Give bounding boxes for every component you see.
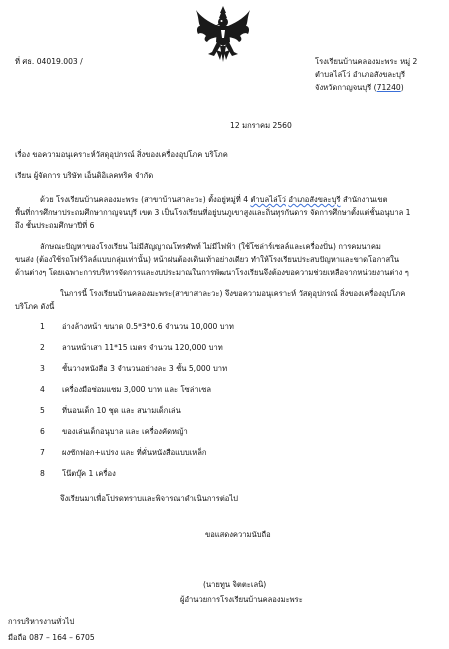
- sender-line-3: จังหวัดกาญจนบุรี (71240): [315, 83, 404, 92]
- list-item: เครื่องมือซ่อมแซม 3,000 บาท และ โซล่าเซล: [62, 385, 212, 394]
- postcode: 71240: [376, 83, 401, 92]
- para1-line2: พื้นที่การศึกษาประถมศึกษากาญจนบุรี เขต 3 เป็นโรงเรียนที่อยู่บนภูเขาสูงและถิ่นทุรกันดาร จัดการศึกษาตั้งแต่ชั้นอนุบาล 1: [15, 208, 411, 217]
- subdistrict-name: ตำบลไล่โว่: [250, 195, 286, 204]
- para3-line1: ในการนี้ โรงเรียนบ้านคลองมะพระ(สาขาสาละวะ) จึงขอความอนุเคราะห์ วัสดุอุปกรณ์ สิ่งของเครื่องอุปโภค: [60, 289, 406, 298]
- list-item-number: 2: [40, 343, 45, 352]
- list-item-number: 4: [40, 385, 45, 394]
- footer-phone: มือถือ 087 – 164 – 6705: [8, 633, 95, 642]
- list-item-number: 6: [40, 427, 45, 436]
- list-item: ผงซักฟอก+แปรง และ ที่คั่นหนังสือแบบเหล็ก: [62, 448, 207, 457]
- signer-title: ผู้อำนวยการโรงเรียนบ้านคลองมะพระ: [180, 595, 303, 604]
- garuda-emblem-icon: [194, 4, 252, 64]
- document-date: 12 มกราคม 2560: [230, 121, 292, 130]
- list-item: ลานหน้าเสา 11*15 เมตร จำนวน 120,000 บาท: [62, 343, 223, 352]
- district-name: อำเภอสังขละบุรี: [288, 195, 341, 204]
- recipient-line: เรียน ผู้จัดการ บริษัท เอ็นดิอิเลคทริค จำกัด: [15, 171, 154, 180]
- list-item: ที่นอนเด็ก 10 ชุด และ สนามเด็กเล่น: [62, 406, 181, 415]
- subject-line: เรื่อง ขอความอนุเคราะห์วัสดุอุปกรณ์ สิ่งของเครื่องอุปโภค บริโภค: [15, 150, 228, 159]
- list-item: ของเล่นเด็กอนุบาล และ เครื่องคัดหญ้า: [62, 427, 188, 436]
- regards-line: ขอแสดงความนับถือ: [205, 530, 271, 539]
- list-item: อ่างล้างหน้า ขนาด 0.5*3*0.6 จำนวน 10,000 บาท: [62, 322, 234, 331]
- sender-line-2: ตำบลไล่โว่ อำเภอสังขละบุรี: [315, 70, 406, 79]
- document-number: ที่ ศธ. 04019.003 /: [15, 57, 83, 66]
- list-item: โน๊ตบุ๊ค 1 เครื่อง: [62, 469, 116, 478]
- list-item-number: 3: [40, 364, 45, 373]
- list-item-number: 1: [40, 322, 45, 331]
- list-item-number: 5: [40, 406, 45, 415]
- list-item-number: 7: [40, 448, 45, 457]
- list-item: ชั้นวางหนังสือ 3 จำนวนอย่างละ 3 ชั้น 5,000 บาท: [62, 364, 228, 373]
- para2-line2: ขนส่ง (ต้องใช้รถโฟร์วิลล์แบบกลุ่มเท่านั้น) หน้าฝนต้องเดินเท้าอย่างเดียว ทำให้โรงเรียนประสบปัญหาและขาดโอกาสใน: [15, 255, 400, 264]
- signer-name: (นายทูน จิตตะเลนิ): [203, 580, 267, 589]
- list-item-number: 8: [40, 469, 45, 478]
- para1-line3: ถึง ชั้นประถมศึกษาปีที่ 6: [15, 221, 95, 230]
- para3-line2: บริโภค ดังนี้: [15, 302, 55, 311]
- para1-line1: ด้วย โรงเรียนบ้านคลองมะพระ (สาขาบ้านสาละวะ) ตั้งอยู่หมู่ที่ 4 ตำบลไล่โว่ อำเภอสังขละบุรี สำนักงานเขต: [40, 195, 388, 204]
- sender-line-1: โรงเรียนบ้านคลองมะพระ หมู่ 2: [315, 57, 418, 66]
- closing-line: จึงเรียนมาเพื่อโปรดทราบและพิจารณาดำเนินการต่อไป: [60, 494, 238, 503]
- footer-department: การบริหารงานทั่วไป: [8, 617, 75, 626]
- para2-line1: ลักษณะปัญหาของโรงเรียน ไม่มีสัญญาณโทรศัพท์ ไม่มีไฟฟ้า (ใช้โซล่าร์เซลล์และเครื่องปั่น) การคมนาคม: [40, 242, 381, 251]
- para2-line3: ด้านต่างๆ โดยเฉพาะการบริหารจัดการและงบประมาณในการพัฒนาโรงเรียนจึงต้องขอความช่วยเหลือจากหน่วยงานต่าง ๆ: [15, 268, 409, 277]
